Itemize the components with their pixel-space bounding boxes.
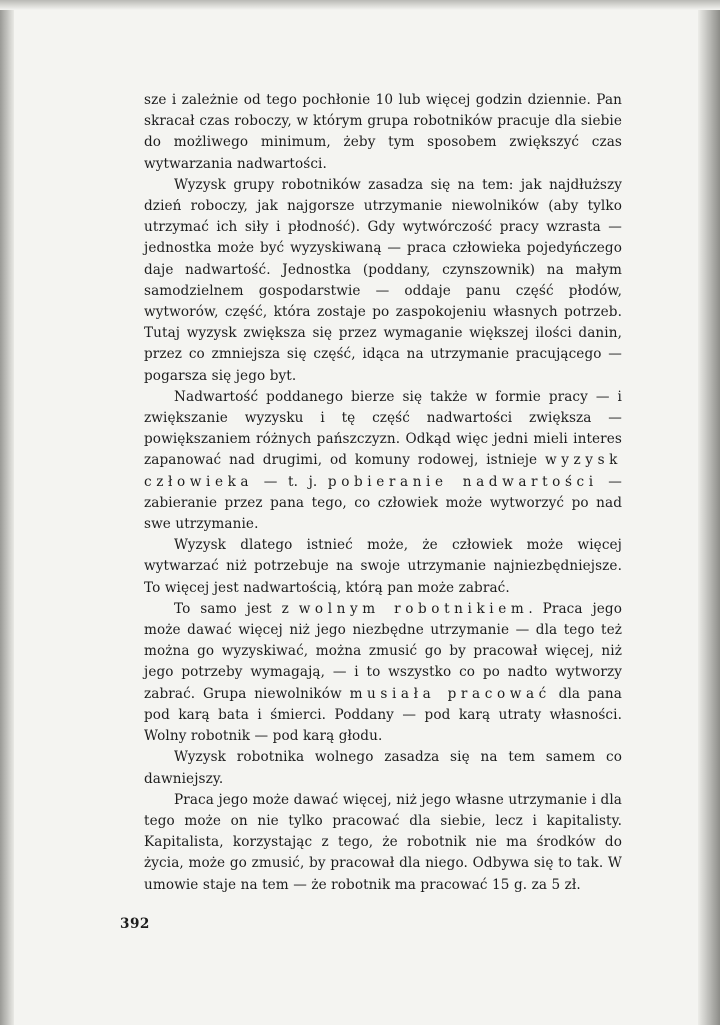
paragraph [144, 387, 622, 535]
paragraph [144, 175, 622, 387]
text-run: Wyzysk dlatego istnieć może, że człowiek może więcej wytwarzać niż potrzebuje na swoje utrzymanie najniezbędniejsze. To więcej jest nadwartością, którą pan może zabrać. [144, 537, 622, 596]
paragraph [144, 90, 622, 175]
paragraph [144, 599, 622, 747]
text-run: Praca jego może dawać więcej, niż jego własne utrzymanie i dla tego może on nie tylko pracować dla siebie, lecz i kapitalisty. Kapitalista, korzystając z tego, że robotnik nie ma środków do życia, może go zmusić, by pracował dla niego. Odbywa się to tak. W umowie staje na tem — że robotnik ma pracować 15 g. za 5 zł. [144, 791, 622, 893]
spaced-emphasis: musiała pracować [349, 685, 551, 702]
page-edge-shadow-right [698, 0, 720, 1025]
page-edge-shadow-left [0, 0, 14, 1025]
spaced-emphasis: wyzysk człowieka [144, 452, 622, 490]
body-text [144, 90, 622, 896]
spaced-emphasis: wolnym robotnikiem [298, 600, 529, 617]
text-run: Wyzysk robotnika wolnego zasadza się na tem samem co dawniejszy. [144, 749, 622, 787]
text-run: . Praca jego może dawać więcej niż jego niezbędne utrzymanie — dla tego też można go wyzyskiwać, można zmusić go by pracował więcej, niż jego potrzeby wymagają, — i to wszystko co po nadto wytworzy zabrać. Grupa niewolników [144, 600, 622, 702]
text-run: — zabieranie przez pana tego, co człowiek może wytworzyć po nad swe utrzymanie. [144, 473, 622, 533]
paragraph [144, 747, 622, 789]
page-edge-shadow-top [0, 0, 720, 10]
spaced-emphasis: pobieranie nadwartości [327, 473, 598, 490]
text-run: sze i zależnie od tego pochłonie 10 lub więcej godzin dziennie. Pan skracał czas roboczy, w którym grupa robotników pracuje dla siebie do możliwego minimum, żeby tym sposobem zwiększyć czas wytwarzania nadwartości. [144, 92, 622, 172]
text-run: Nadwartość poddanego bierze się także w formie pracy — i zwiększanie wyzysku i tę część nadwartości zwiększa — powiększaniem różnych pańszczyzn. Odkąd więc jedni mieli interes zapanować nad drugimi, od komuny rodowej, istnieje [144, 388, 622, 469]
page-number: 392 [120, 916, 150, 932]
text-run: To samo jest z [174, 600, 299, 617]
paragraph [144, 790, 622, 896]
text-run: dla pana pod karą bata i śmierci. Poddany — pod karą utraty własności. Wolny robotnik — pod karą głodu. [144, 685, 622, 745]
text-run: — t. j. [253, 473, 328, 490]
text-run: Wyzysk grupy robotników zasadza się na tem: jak najdłuższy dzień roboczy, jak najgorsze utrzymanie niewolników (aby tylko utrzymać ich siły i płodność). Gdy wytwórczość pracy wzrasta — jednostka może być wyzyskiwaną — praca człowieka pojedyńczego daje nadwartość. Jednostka (poddany, czynszownik) na małym samodzielnem gospodarstwie — oddaje panu część płodów, wytworów, część, która zostaje po zaspokojeniu własnych potrzeb. Tutaj wyzysk zwiększa się przez wymaganie większej ilości danin, przez co zmniejsza się część, idąca na utrzymanie pracującego — pogarsza się jego byt. [144, 176, 622, 384]
paragraph [144, 535, 622, 599]
